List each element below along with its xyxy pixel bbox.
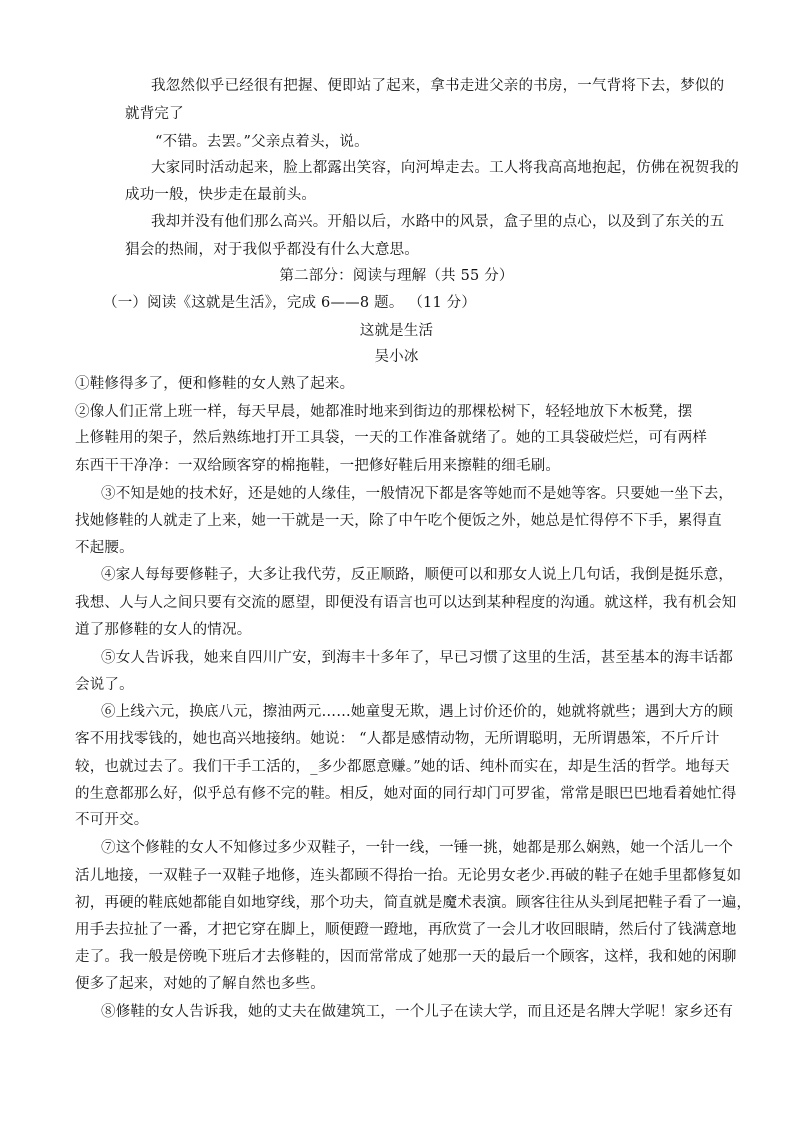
paragraph-line: 不可开交。	[75, 812, 149, 828]
paragraph-line: 会说了。	[75, 677, 134, 693]
paragraph-line: 便多了起来，对她的了解自然也多些。	[75, 976, 325, 992]
paragraph-line: 我想、人与人之间只要有交流的愿望，即便没有语言也可以达到某种程度的沟通。就这样，我有机会知	[75, 595, 737, 611]
paragraph-line: 猖会的热闹，对于我似乎都没有什么大意思。	[125, 242, 419, 258]
paragraph-line: 东西干干净净：一双给顾客穿的棉拖鞋，一把修好鞋后用来擦鞋的细毛刷。	[75, 458, 561, 474]
section-heading: 第二部分：阅读与理解（共 55 分）	[279, 268, 514, 284]
paragraph-line: 客不用找零钱的，她也高兴地接纳。她说： “人都是感情动物，无所谓聪明，无所谓愚笨，不斤斤计	[75, 731, 720, 747]
paragraph-line: 的生意都那么好，似乎总有修不完的鞋。相反，她对面的同行却门可罗雀，常常是眼巴巴地看着她忙得	[75, 786, 737, 802]
paragraph-line: ①鞋修得多了，便和修鞋的女人熟了起来。	[75, 376, 355, 392]
paragraph-line: 就背完了	[125, 106, 184, 122]
paragraph-line: ②像人们正常上班一样，每天早晨，她都准时地来到街边的那棵松树下，轻轻地放下木板凳，摆	[75, 404, 693, 420]
paragraph-line: ⑤女人告诉我，她来自四川广安，到海丰十多年了，早已习惯了这里的生活，甚至基本的海丰话都	[101, 650, 734, 666]
paragraph-line: 走了。我一般是傍晚下班后才去修鞋的，因而常常成了她那一天的最后一个顾客，这样，我和她的闲聊	[75, 949, 737, 965]
article-author: 吴小冰	[374, 349, 419, 365]
paragraph-line: 用手去拉扯了一番，才把它穿在脚上，顺便蹬一蹬地，再欣赏了一会儿才收回眼睛，然后付了钱满意地	[75, 922, 737, 938]
paragraph-line: 我忽然似乎已经很有把握、便即站了起来，拿书走进父亲的书房，一气背将下去，梦似的	[151, 78, 725, 94]
paragraph-line: ⑦这个修鞋的女人不知修过多少双鞋子，一针一线，一锤一挑，她都是那么娴熟，她一个活儿一个	[101, 840, 734, 856]
paragraph-line: 初，再硬的鞋底她都能自如地穿线，那个功夫，简直就是魔术表演。顾客往往从头到尾把鞋子看了一遍，	[75, 895, 752, 911]
paragraph-line: 我却并没有他们那么高兴。开船以后，水路中的风景，盒子里的点心，以及到了东关的五	[151, 214, 725, 230]
paragraph-line: ⑧修鞋的女人告诉我，她的丈夫在做建筑工，一个儿子在读大学，而且还是名牌大学呢！家乡还有	[101, 1004, 734, 1020]
paragraph-line: 较，也就过去了。我们干手工活的，_多少都愿意赚。”她的话、纯朴而实在，却是生活的哲学。地每天	[75, 759, 730, 775]
paragraph-line: 成功一般，快步走在最前头。	[125, 187, 317, 203]
article-title: 这就是生活	[359, 323, 434, 339]
paragraph-line: 上修鞋用的架子，然后熟练地打开工具袋，一天的工作准备就绪了。她的工具袋破烂烂，可有两样	[75, 430, 708, 446]
dialogue-line: “不错。去罢。”父亲点着头，说。	[155, 134, 369, 150]
paragraph-line: 道了那修鞋的女人的情况。	[75, 622, 252, 638]
paragraph-line: 找她修鞋的人就走了上来，她一干就是一天，除了中午吃个便饭之外，她总是忙得停不下手，累得直	[75, 513, 722, 529]
question-intro: （一）阅读《这就是生活》，完成 6——8 题。 （11 分）	[103, 295, 477, 311]
paragraph-line: ③不知是她的技术好，还是她的人缘佳，一般情况下都是客等她而不是她等客。只要她一坐下去，	[101, 486, 734, 502]
paragraph-line: ④家人每每要修鞋子，大多让我代劳，反正顺路，顺便可以和那女人说上几句话，我倒是挺乐意，	[101, 567, 734, 583]
paragraph-line: 活儿地接，一双鞋子一双鞋子地修，连头都顾不得抬一抬。无论男女老少.再破的鞋子在她手里都修复如	[75, 868, 742, 884]
paragraph-line: 大家同时活动起来，脸上都露出笑容，向河埠走去。工人将我高高地抱起，仿佛在祝贺我的	[151, 160, 739, 176]
paragraph-line: 不起腰。	[75, 540, 134, 556]
paragraph-line: ⑥上线六元，换底八元，擦油两元……她童叟无欺，遇上讨价还价的，她就将就些；遇到大方的顾	[101, 704, 734, 720]
